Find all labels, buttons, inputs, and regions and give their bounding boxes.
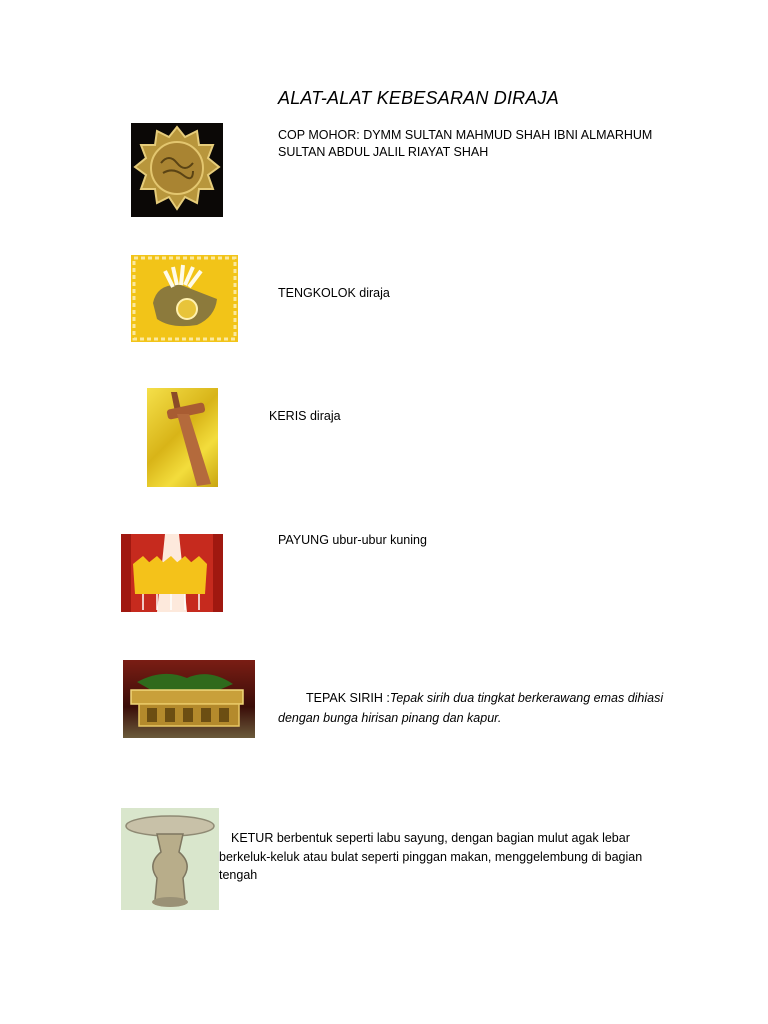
ketur-caption: KETUR berbentuk seperti labu sayung, dengan bagian mulut agak lebar berkeluk-keluk atau bulat seperti pinggan makan, menggelembung di bagian tengah [219, 831, 643, 882]
document-title: ALAT-ALAT KEBESARAN DIRAJA [278, 88, 559, 108]
tepak-sirih-label: TEPAK SIRIH : [306, 691, 390, 705]
payung-caption: PAYUNG ubur-ubur kuning [278, 533, 427, 547]
tepak-sirih-description: Tepak sirih dua tingkat berkerawang emas dihiasi dengan bunga hirisan pinang dan kapur. [278, 691, 664, 725]
cop-mohor-caption: COP MOHOR: DYMM SULTAN MAHMUD SHAH IBNI ALMARHUM SULTAN ABDUL JALIL RIAYAT SHAH [278, 128, 653, 159]
tepak-sirih-image [123, 660, 255, 738]
ketur-image [121, 808, 219, 910]
keris-caption: KERIS diraja [269, 409, 341, 423]
tengkolok-image [131, 255, 238, 342]
keris-image [147, 388, 218, 487]
tengkolok-caption: TENGKOLOK diraja [278, 286, 390, 300]
royal-seal-image [131, 123, 223, 217]
tepak-sirih-caption [278, 688, 678, 728]
payung-image [121, 534, 223, 612]
